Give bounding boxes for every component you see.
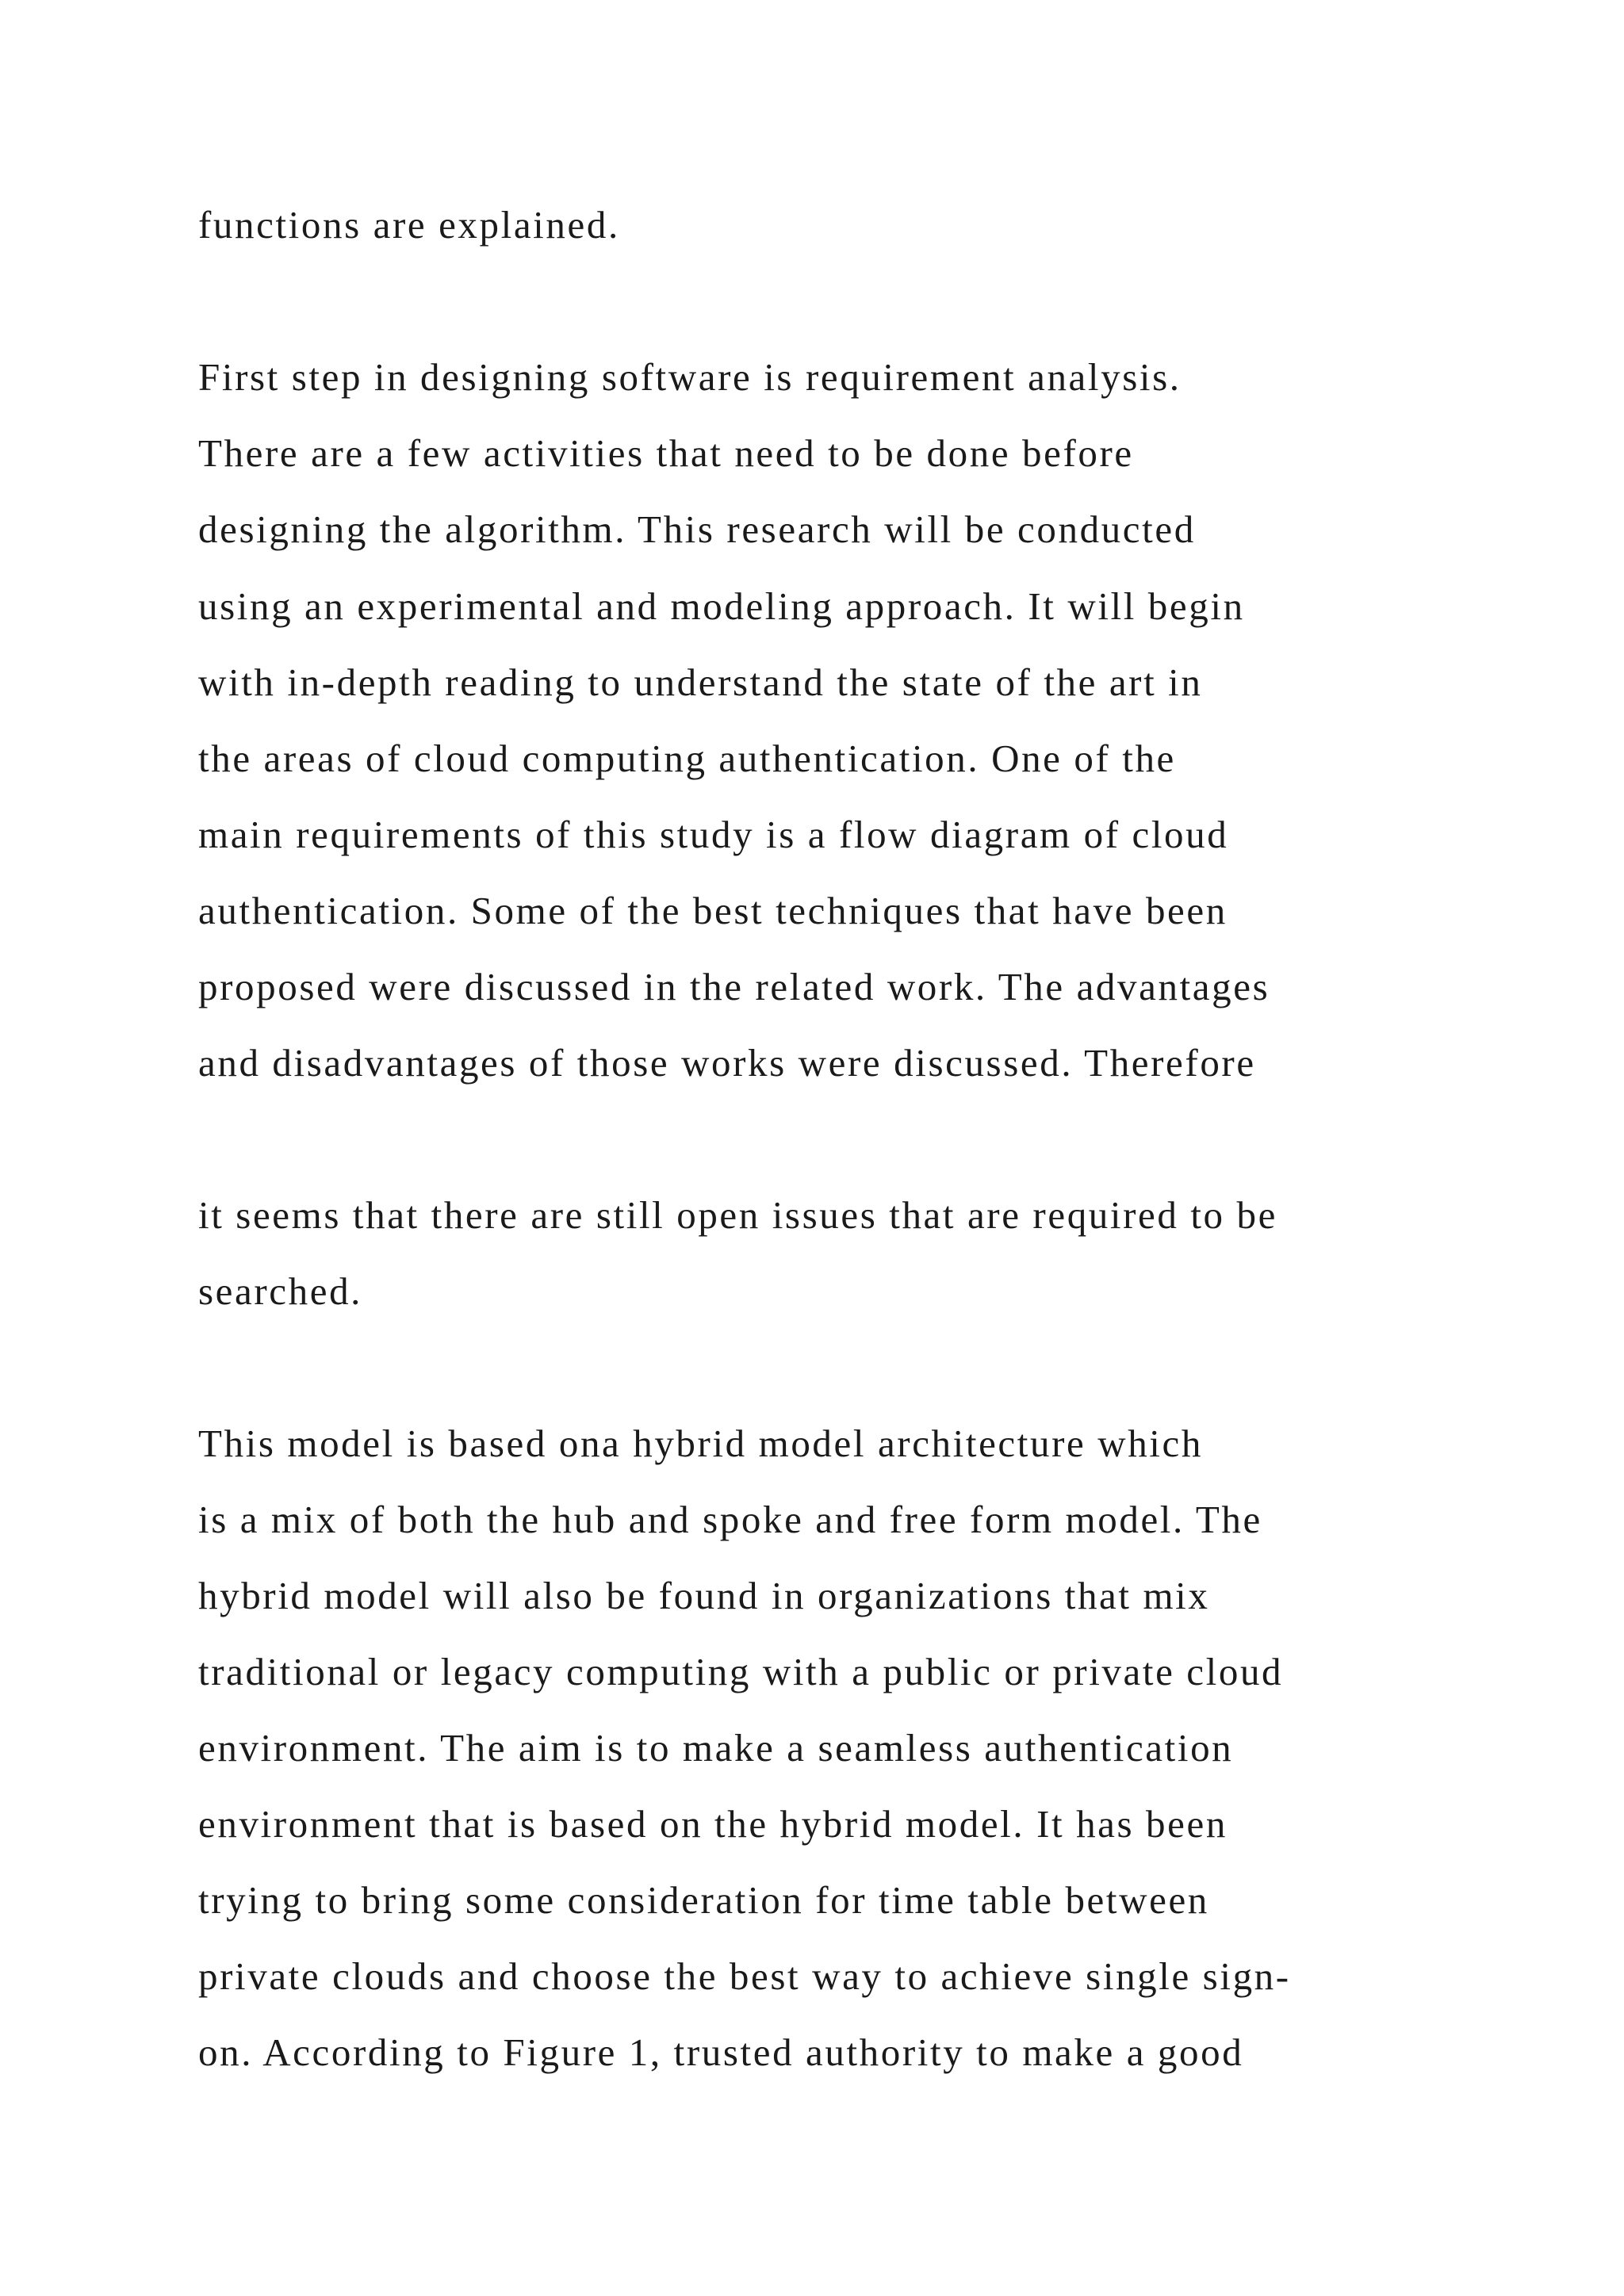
text-line: hybrid model will also be found in organizations that mix [198,1574,1210,1617]
text-line: main requirements of this study is a flow diagram of cloud [198,813,1229,856]
text-line: trying to bring some consideration for time table between [198,1878,1209,1922]
text-line: functions are explained. [198,203,620,247]
text-line: searched. [198,1269,363,1313]
text-line: with in-depth reading to understand the state of the art in [198,660,1203,704]
text-line: and disadvantages of those works were discussed. Therefore [198,1041,1256,1085]
text-line: on. According to Figure 1, trusted authority to make a good [198,2030,1244,2074]
text-line: proposed were discussed in the related work. The advantages [198,965,1270,1008]
text-line: traditional or legacy computing with a public or private cloud [198,1650,1284,1693]
text-line: First step in designing software is requirement analysis. [198,355,1182,399]
text-line: private clouds and choose the best way to achieve single sign- [198,1954,1291,1998]
text-line: is a mix of both the hub and spoke and free form model. The [198,1498,1262,1541]
text-line: environment that is based on the hybrid model. It has been [198,1802,1228,1846]
text-line: using an experimental and modeling approach. It will begin [198,584,1245,628]
text-line: the areas of cloud computing authentication. One of the [198,737,1176,780]
text-line: There are a few activities that need to be done before [198,431,1134,475]
text-line: authentication. Some of the best techniques that have been [198,889,1228,932]
text-line: This model is based ona hybrid model architecture which [198,1422,1203,1465]
text-line: it seems that there are still open issues that are required to be [198,1193,1277,1237]
text-line: environment. The aim is to make a seamless authentication [198,1726,1234,1770]
text-line: designing the algorithm. This research will be conducted [198,507,1196,551]
